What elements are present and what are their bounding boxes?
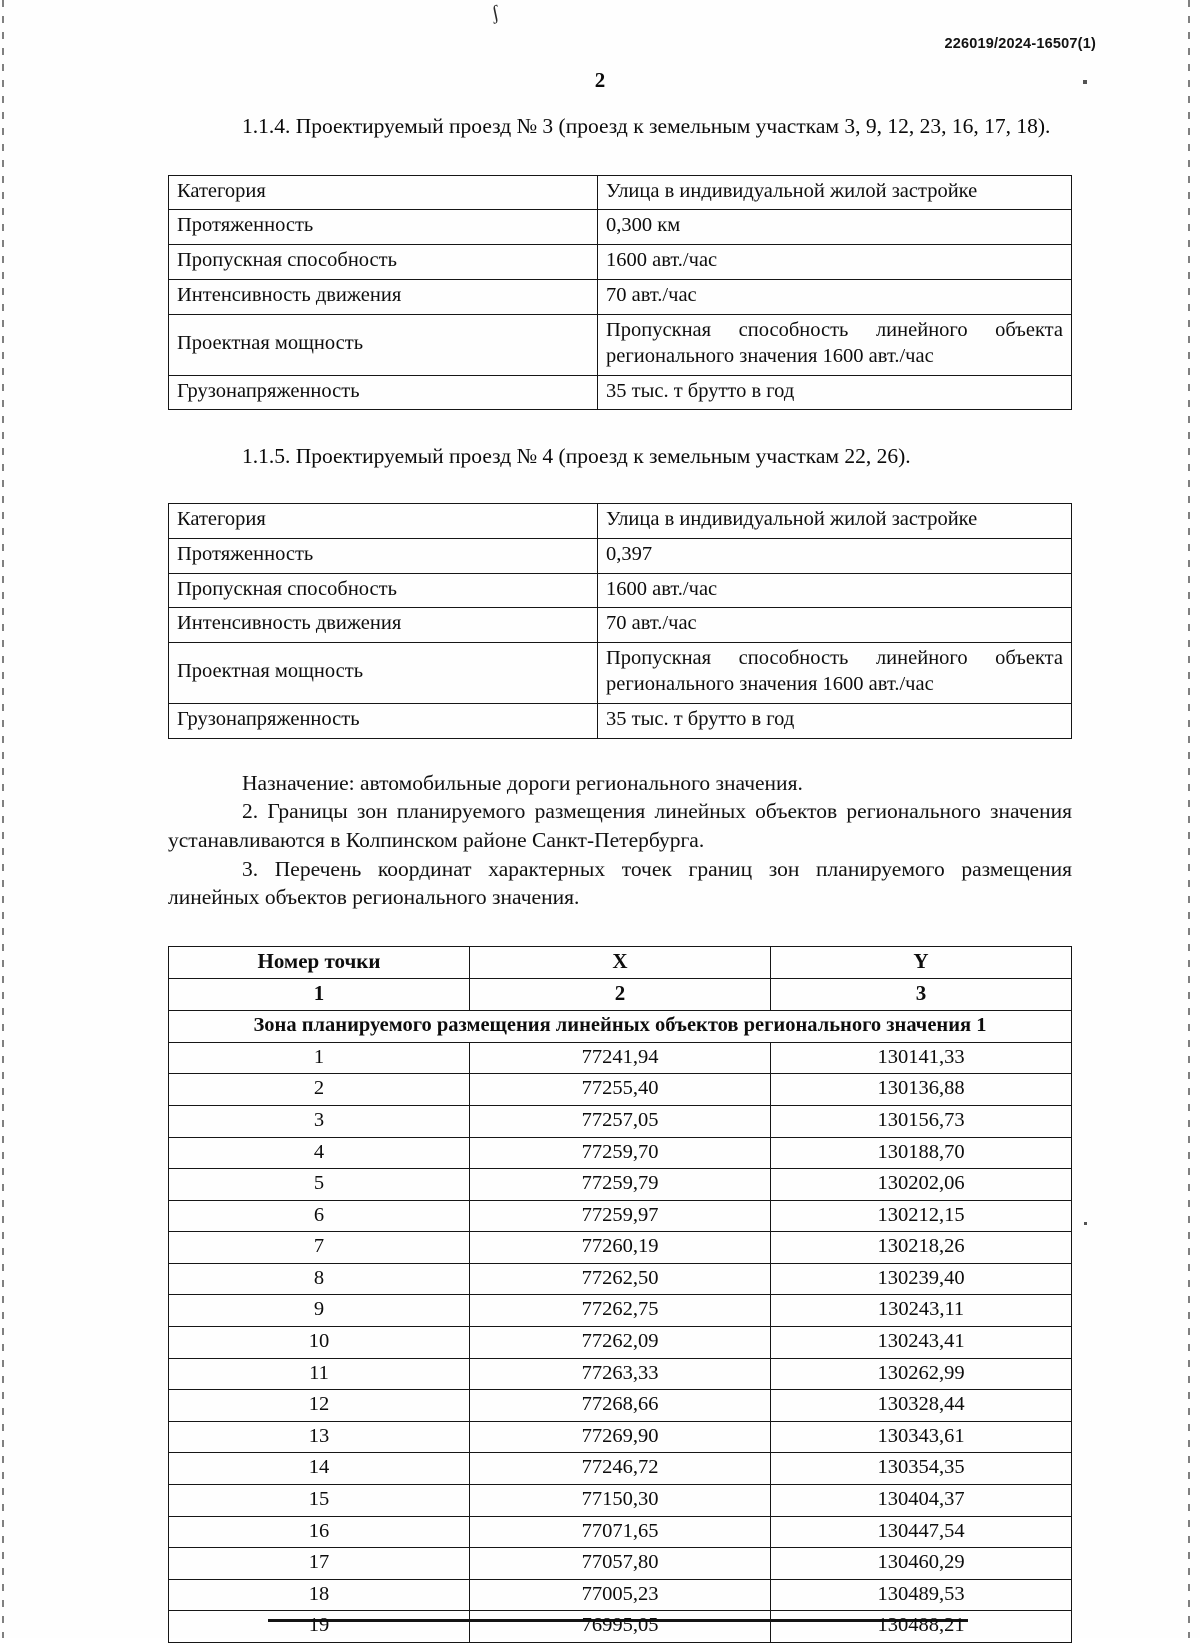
- table-row: [169, 1485, 1072, 1517]
- table-row: [169, 314, 1072, 375]
- spec-key: Проектная мощность: [169, 314, 598, 375]
- point-y: 130460,29: [771, 1548, 1072, 1580]
- point-y: 130328,44: [771, 1390, 1072, 1422]
- point-number: 2: [169, 1074, 470, 1106]
- table-column-number-row: [169, 978, 1072, 1010]
- table-row: [169, 643, 1072, 704]
- point-x: 77268,66: [470, 1390, 771, 1422]
- point-x: 77255,40: [470, 1074, 771, 1106]
- zone-title: Зона планируемого размещения линейных объектов регионального значения 1: [169, 1011, 1072, 1043]
- column-header-x: X: [470, 946, 771, 978]
- spec-key: Интенсивность движения: [169, 608, 598, 643]
- table-row: [169, 1295, 1072, 1327]
- point-y: 130447,54: [771, 1516, 1072, 1548]
- paragraph-naznachenie: Назначение: автомобильные дороги регионального значения.: [242, 770, 803, 795]
- table-row: [169, 375, 1072, 410]
- point-number: 12: [169, 1390, 470, 1422]
- table-row: [169, 1105, 1072, 1137]
- point-number: 1: [169, 1042, 470, 1074]
- table-row: [169, 1200, 1072, 1232]
- point-y: 130354,35: [771, 1453, 1072, 1485]
- point-x: 77257,05: [470, 1105, 771, 1137]
- table-row: [169, 210, 1072, 245]
- point-y: 130188,70: [771, 1137, 1072, 1169]
- point-y: 130343,61: [771, 1421, 1072, 1453]
- table-row: [169, 1137, 1072, 1169]
- point-x: 77005,23: [470, 1579, 771, 1611]
- spec-value: [598, 643, 1072, 704]
- spec-key: Интенсивность движения: [169, 280, 598, 315]
- point-x: 77259,97: [470, 1200, 771, 1232]
- point-number: 9: [169, 1295, 470, 1327]
- spec-key: Категория: [169, 175, 598, 210]
- document-code-header: 226019/2024-16507(1): [944, 36, 1096, 52]
- point-x: 77150,30: [470, 1485, 771, 1517]
- point-number: 17: [169, 1548, 470, 1580]
- page-number: 2: [594, 68, 606, 92]
- table-row: [169, 1516, 1072, 1548]
- point-number: 18: [169, 1579, 470, 1611]
- table-row: [169, 1042, 1072, 1074]
- spec-value: 0,300 км: [598, 210, 1072, 245]
- spec-value: 70 авт./час: [598, 608, 1072, 643]
- point-x: 77259,70: [470, 1137, 771, 1169]
- point-x: 77260,19: [470, 1232, 771, 1264]
- table-row: [169, 608, 1072, 643]
- point-x: 77262,09: [470, 1327, 771, 1359]
- point-x: 77071,65: [470, 1516, 771, 1548]
- column-index-1: 1: [169, 978, 470, 1010]
- table-row: [169, 703, 1072, 738]
- spec-key: Пропускная способность: [169, 573, 598, 608]
- point-number: 8: [169, 1263, 470, 1295]
- document-content: [168, 0, 1072, 1643]
- point-y: 130239,40: [771, 1263, 1072, 1295]
- table-row: [169, 175, 1072, 210]
- table-row: [169, 538, 1072, 573]
- table-row: [169, 1390, 1072, 1422]
- table-header-row: [169, 946, 1072, 978]
- table-row: [169, 1421, 1072, 1453]
- table-row: [169, 245, 1072, 280]
- table-row: [169, 1074, 1072, 1106]
- spec-key: Протяженность: [169, 210, 598, 245]
- point-number: 10: [169, 1327, 470, 1359]
- point-y: 130489,53: [771, 1579, 1072, 1611]
- spec-value: 35 тыс. т брутто в год: [598, 703, 1072, 738]
- table-row: [169, 573, 1072, 608]
- table-row: [169, 1548, 1072, 1580]
- point-number: 13: [169, 1421, 470, 1453]
- spec-value: 1600 авт./час: [598, 573, 1072, 608]
- scan-speck: [1084, 1222, 1087, 1225]
- column-index-2: 2: [470, 978, 771, 1010]
- point-number: 6: [169, 1200, 470, 1232]
- scan-edge-artifact-left: [2, 0, 4, 1638]
- point-y: 130136,88: [771, 1074, 1072, 1106]
- point-y: 130488,21: [771, 1611, 1072, 1643]
- point-x: 77263,33: [470, 1358, 771, 1390]
- point-number: 4: [169, 1137, 470, 1169]
- spec-value: Улица в индивидуальной жилой застройке: [598, 503, 1072, 538]
- spec-value: [598, 314, 1072, 375]
- column-header-y: Y: [771, 946, 1072, 978]
- point-x: 77241,94: [470, 1042, 771, 1074]
- table-row: [169, 1579, 1072, 1611]
- point-y: 130212,15: [771, 1200, 1072, 1232]
- point-number: 7: [169, 1232, 470, 1264]
- spec-table-proezd-4: [168, 503, 1072, 739]
- column-header-point-number: Номер точки: [169, 946, 470, 978]
- point-y: 130218,26: [771, 1232, 1072, 1264]
- point-y: 130243,11: [771, 1295, 1072, 1327]
- point-number: 16: [169, 1516, 470, 1548]
- spec-value-line-2: регионального значения 1600 авт./час: [606, 344, 934, 367]
- table-row: [169, 1263, 1072, 1295]
- point-number: 5: [169, 1169, 470, 1201]
- coordinates-table: [168, 946, 1072, 1643]
- spec-key: Грузонапряженность: [169, 703, 598, 738]
- point-y: 130202,06: [771, 1169, 1072, 1201]
- point-y: 130156,73: [771, 1105, 1072, 1137]
- point-x: 77262,50: [470, 1263, 771, 1295]
- section-heading-1-1-5: 1.1.5. Проектируемый проезд № 4 (проезд к земельным участкам 22, 26).: [242, 444, 911, 469]
- table-row: [169, 503, 1072, 538]
- point-x: 77057,80: [470, 1548, 771, 1580]
- point-x: 77259,79: [470, 1169, 771, 1201]
- table-row: [169, 1453, 1072, 1485]
- table-row: [169, 280, 1072, 315]
- spec-value: 1600 авт./час: [598, 245, 1072, 280]
- point-y: 130243,41: [771, 1327, 1072, 1359]
- spec-key: Проектная мощность: [169, 643, 598, 704]
- point-x: 77246,72: [470, 1453, 771, 1485]
- spec-key: Категория: [169, 503, 598, 538]
- handwritten-tick-mark: ʃ: [489, 1, 501, 25]
- point-x: 77269,90: [470, 1421, 771, 1453]
- spec-table-proezd-3: [168, 175, 1072, 411]
- point-y: 130262,99: [771, 1358, 1072, 1390]
- spec-key: Протяженность: [169, 538, 598, 573]
- table-row: [169, 1327, 1072, 1359]
- point-number: 15: [169, 1485, 470, 1517]
- table-row: [169, 1358, 1072, 1390]
- spec-value: 70 авт./час: [598, 280, 1072, 315]
- table-row: [169, 1232, 1072, 1264]
- table-row: [169, 1169, 1072, 1201]
- spec-value-line-1: Пропускная способность линейного объекта: [606, 647, 1063, 670]
- section-heading-1-1-4: 1.1.4. Проектируемый проезд № 3 (проезд к земельным участкам 3, 9, 12, 23, 16, 17, 18).: [242, 114, 1051, 138]
- spec-value: Улица в индивидуальной жилой застройке: [598, 175, 1072, 210]
- point-x: 76995,05: [470, 1611, 771, 1643]
- point-number: 11: [169, 1358, 470, 1390]
- zone-title-row: [169, 1011, 1072, 1043]
- spec-value: 0,397: [598, 538, 1072, 573]
- spec-key: Грузонапряженность: [169, 375, 598, 410]
- spec-value: 35 тыс. т брутто в год: [598, 375, 1072, 410]
- spec-key: Пропускная способность: [169, 245, 598, 280]
- scan-edge-artifact-right: [1188, 0, 1190, 1638]
- point-y: 130141,33: [771, 1042, 1072, 1074]
- paragraph-3: 3. Перечень координат характерных точек границ зон планируемого размещения линейных объектов регионального значения.: [168, 856, 1072, 910]
- point-y: 130404,37: [771, 1485, 1072, 1517]
- paragraph-2: 2. Границы зон планируемого размещения линейных объектов регионального значения устанавливаются в Колпинском районе Санкт-Петербурга.: [168, 799, 1072, 852]
- spec-value-line-1: Пропускная способность линейного объекта: [606, 318, 1063, 341]
- column-index-3: 3: [771, 978, 1072, 1010]
- spec-value-line-2: регионального значения 1600 авт./час: [606, 673, 934, 696]
- point-number: 3: [169, 1105, 470, 1137]
- point-x: 77262,75: [470, 1295, 771, 1327]
- point-number: 14: [169, 1453, 470, 1485]
- point-number: 19: [169, 1611, 470, 1643]
